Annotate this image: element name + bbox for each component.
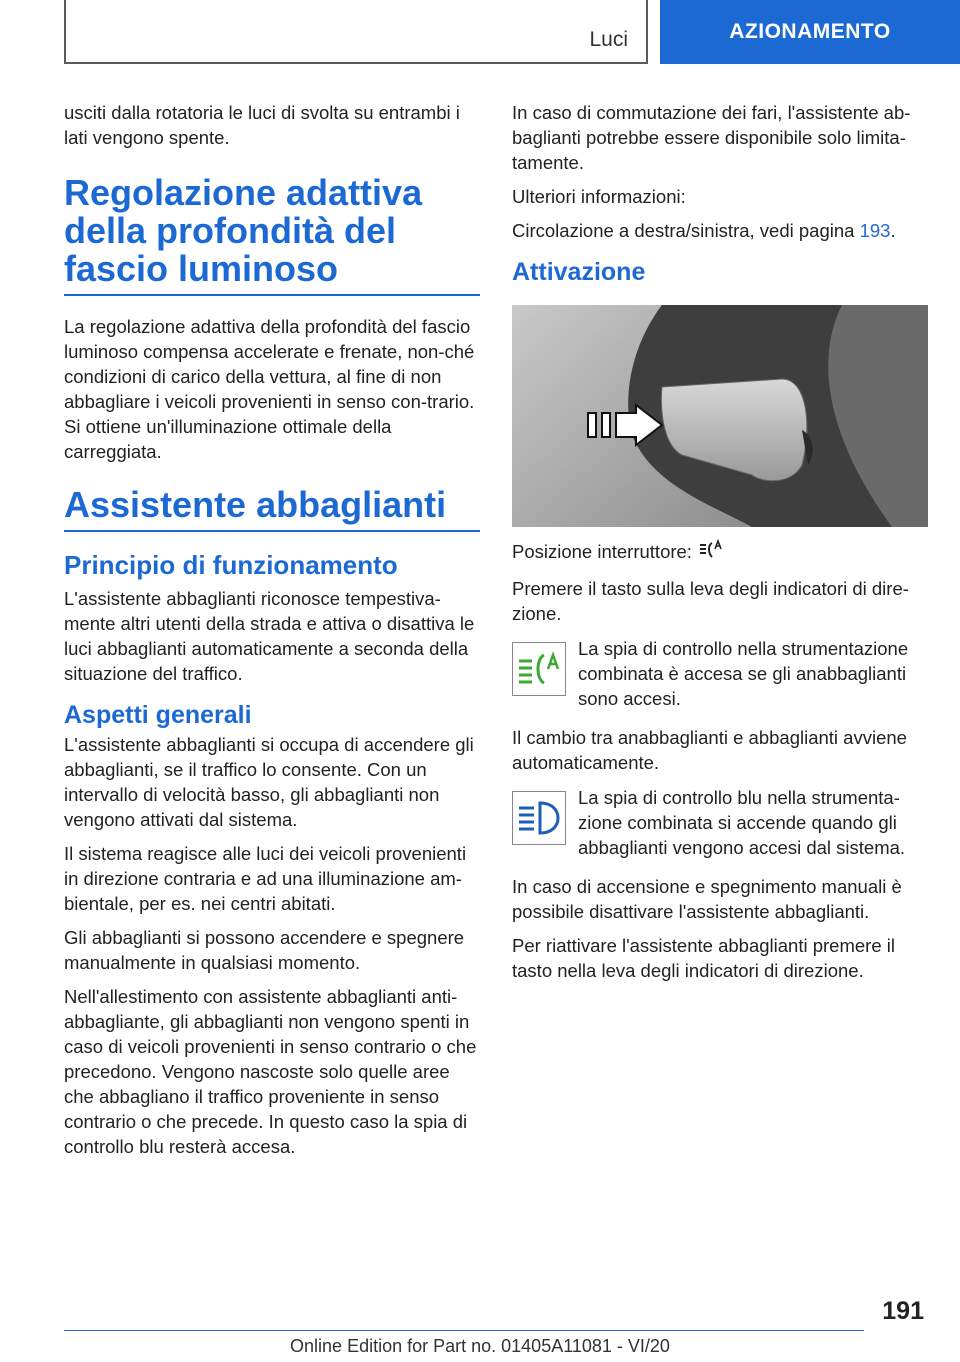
heading-activation: Attivazione	[512, 258, 646, 286]
footer-divider	[64, 1330, 864, 1331]
change-paragraph: Il cambio tra anabbaglianti e abbaglianti avviene automaticamente.	[512, 727, 907, 774]
note-blue-lamp-text: La spia di controllo blu nella strumenta-zione combinata si accende quando gli abbaglianti vengono accesi dal sistema.	[578, 787, 906, 859]
note-green-lamp-text: La spia di controllo nella strumentazione combinata è accesa se gli anabbaglianti sono accesi.	[578, 638, 909, 710]
intro-paragraph: usciti dalla rotatoria le luci di svolta su entrambi i lati vengono spente.	[64, 102, 460, 148]
footer-edition: Online Edition for Part no. 01405A11081 - VI/20	[290, 1336, 670, 1356]
note-green-lamp	[512, 636, 928, 711]
heading-high-beam-assistant: Assistente abbaglianti	[64, 486, 480, 532]
more-info-label: Ulteriori informazioni:	[512, 186, 686, 207]
page-number: 191	[882, 1297, 924, 1325]
note-blue-lamp	[512, 785, 928, 860]
general-paragraph-4: Nell'allestimento con assistente abbaglianti anti-abbagliante, gli abbaglianti non vengono spenti in caso di veicoli provenienti in senso contrario o che precedono. Vengono nascoste solo quelle aree che abbagliano il traffico proveniente in senso contrario o che precede. In questo caso la spia di controllo blu resterà accesa.	[64, 986, 477, 1157]
green-indicator-lamp-icon	[512, 642, 566, 696]
header-section-title: Luci	[589, 28, 628, 51]
switch-position-paragraph: Posizione interruttore:	[512, 539, 928, 567]
heading-principle: Principio di funzionamento	[64, 550, 398, 580]
left-column	[64, 100, 480, 1168]
general-paragraph-2: Il sistema reagisce alle luci dei veicoli provenienti in direzione contraria e ad una illuminazione am-bientale, per es. nei centri abitati.	[64, 843, 467, 914]
turn-signal-lever-photo	[512, 305, 928, 527]
page-reference-link[interactable]: 193	[859, 220, 891, 241]
lever-illustration	[512, 305, 928, 527]
blue-indicator-lamp-icon	[512, 791, 566, 845]
header-chapter-tab: AZIONAMENTO	[660, 0, 960, 64]
heading-adaptive-range: Regolazione adattiva della profondità del fascio luminoso	[64, 174, 480, 296]
principle-paragraph: L'assistente abbaglianti riconosce tempestiva-mente altri utenti della strada e attiva o disattiva le luci abbaglianti automaticamente a seconda della situazione del traffico.	[64, 588, 475, 684]
reference-paragraph: Circolazione a destra/sinistra, vedi pagina 193.	[512, 220, 896, 241]
manual-paragraph: In caso di accensione e spegnimento manuali è possibile disattivare l'assistente abbaglianti.	[512, 876, 902, 923]
general-paragraph-1: L'assistente abbaglianti si occupa di accendere gli abbaglianti, se il traffico lo consente. Con un intervallo di velocità basso, gli abbaglianti non vengono attivati dal sistema.	[64, 734, 474, 830]
adaptive-paragraph: La regolazione adattiva della profondità del fascio luminoso compensa accelerate e frenate, non-ché condizioni di carico della vettura, al fine di non abbagliare i veicoli provenienti in senso con-trario. Si ottiene un'illuminazione ottimale della carreggiata.	[64, 316, 475, 462]
right-column	[512, 100, 928, 992]
high-beam-assistant-icon	[698, 539, 722, 567]
switch-paragraph: In caso di commutazione dei fari, l'assistente ab-baglianti potrebbe essere disponibile solo limita-tamente.	[512, 102, 911, 173]
heading-general: Aspetti generali	[64, 701, 252, 729]
press-paragraph: Premere il tasto sulla leva degli indicatori di dire-zione.	[512, 578, 909, 625]
general-paragraph-3: Gli abbaglianti si possono accendere e spegnere manualmente in qualsiasi momento.	[64, 927, 465, 973]
header-section-box	[64, 0, 648, 64]
reactivate-paragraph: Per riattivare l'assistente abbaglianti premere il tasto nella leva degli indicatori di direzione.	[512, 935, 895, 982]
